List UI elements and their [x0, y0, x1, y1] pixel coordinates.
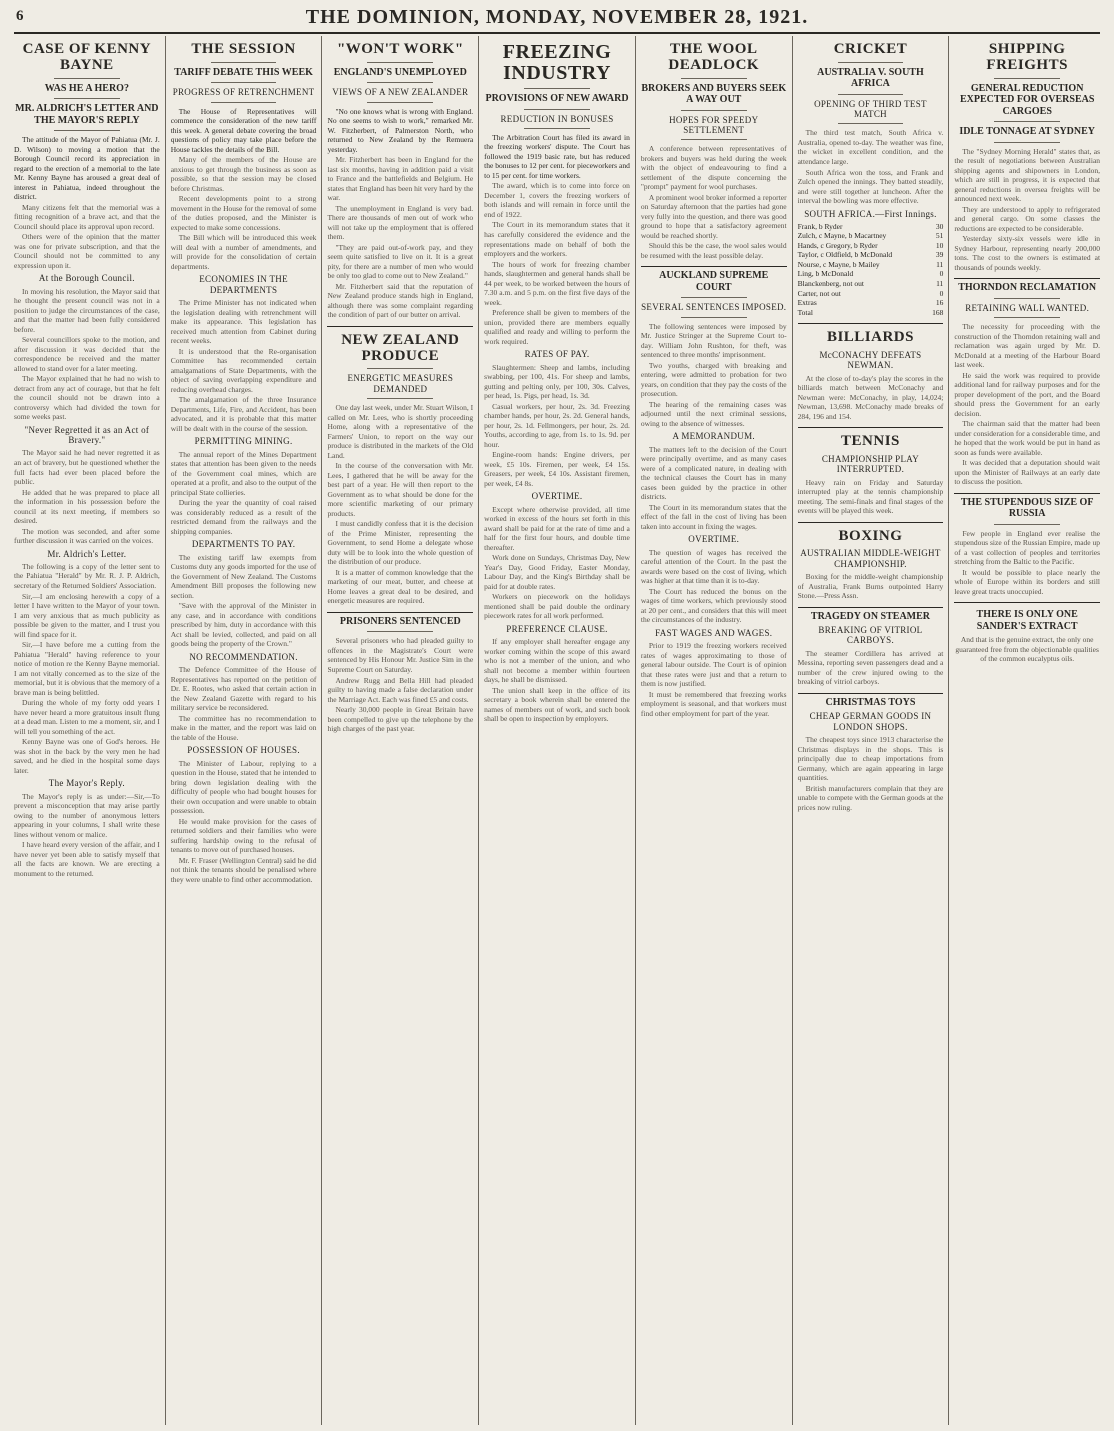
deck-brokers-buyers: BROKERS AND BUYERS SEEK A WAY OUT: [641, 82, 787, 105]
article-body: Few people in England ever realise the stupendous size of the Russian Empire, made up of a vast collection of peoples and territories stretching from the Baltic to the Pacific. It would be possible to place nearly the whole of Europe within its borders and still leave great tracts unoccupied.: [954, 528, 1101, 596]
column-4: [478, 36, 635, 1425]
deck-vitriol: BREAKING OF VITRIOL CARBOYS.: [818, 625, 923, 646]
section-rule: [327, 326, 473, 327]
article-body: The Prime Minister has not indicated when the legislation dealing with retrenchment will make its appearance. This legislation has received much attention from Cabinet during recent weeks. It is understood that the Re-organisation Committee has recommended certain amalgamations of State Departments, with the object of saving overlapping expenditure and reducing overhead charges. The amalgamation of the three Insurance Departments, Life, Fire, and Accident, has been advocated, and it is probable that this matter will be dealt with in the course of the session.: [170, 298, 317, 433]
newspaper-title: THE DOMINION, MONDAY, NOVEMBER 28, 1921.: [305, 6, 809, 28]
article-lead: "No one knows what is wrong with England. No one seems to wish to work," remarked Mr. W. Fitzherbert, of Palmerston North, who returned to New Zealand by the Remuera yesterday.: [327, 106, 474, 154]
divider: [211, 62, 277, 63]
headline-wont-work: "WON'T WORK": [336, 41, 464, 57]
article-body: The question of wages has received the careful attention of the Court. In the past the awards were based on the cost of living, which was higher at that time than it is to-day. The Court has reduced the bonus on the wages of time workers, which previously stood at 20 per cent., and considers that this will meet the circumstances of the industry.: [640, 547, 787, 625]
section-rule: [954, 493, 1100, 494]
headline-shipping-freights: SHIPPING FREIGHTS: [986, 41, 1068, 73]
divider: [681, 317, 747, 318]
divider: [838, 62, 904, 63]
headline-billiards: BILLIARDS: [826, 329, 914, 346]
article-body: The Defence Committee of the House of Representatives has reported on the petition of Dr. E. Rootes, who asked that certain action in the New Zealand Gazette with regard to his military service be reconsidered. The committee has no recommendation to make in the matter, and the report was laid on the table of the House.: [170, 665, 317, 742]
subhead-departments-pay: DEPARTMENTS TO PAY.: [191, 539, 296, 550]
innings-table-title: SOUTH AFRICA.—First Innings.: [804, 208, 937, 219]
divider: [524, 128, 590, 129]
divider: [54, 130, 120, 131]
deck-retrenchment: PROGRESS OF RETRENCHMENT: [172, 87, 315, 98]
ad-headline: THERE IS ONLY ONE SANDER'S EXTRACT: [976, 609, 1078, 632]
subhead-aldrich-letter: Mr. Aldrich's Letter.: [47, 548, 127, 559]
headline-thorndon: THORNDON RECLAMATION: [958, 282, 1097, 294]
column-3: [321, 36, 478, 1425]
subhead-borough-council: At the Borough Council.: [38, 273, 135, 284]
article-body: The Mayor said he had never regretted it as an act of bravery, but he questioned whether the full facts had ever been placed before the public. He added that he was prepared to place all the information in his possession before the council at its next meeting, if members so desired. The motion was seconded, and after some further discussion it was carried on the voices.: [14, 448, 160, 546]
deck-speedy-settlement: HOPES FOR SPEEDY SETTLEMENT: [669, 114, 759, 135]
subhead-rates-pay: RATES OF PAY.: [524, 349, 590, 360]
deck-idle-tonnage: IDLE TONNAGE AT SYDNEY: [959, 126, 1096, 137]
section-rule: [954, 602, 1100, 603]
divider: [367, 82, 433, 83]
ad-body: And that is the genuine extract, the only one guaranteed free from the objectionable qualities of the common eucalyptus oils.: [955, 635, 1099, 664]
divider: [524, 109, 590, 110]
subhead-never-regretted: "Never Regretted it as an Act of Bravery.": [24, 424, 150, 446]
subhead-preference: PREFERENCE CLAUSE.: [506, 623, 608, 634]
article-body: Slaughtermen: Sheep and lambs, including swabbing, per 100, 41s. For sheep and lambs, gutting and pelting only, per 100, 30s. Calves, per head, 1s. Pigs, per head, 1s. 3d. Casual workers, per hour, 2s. 3d. Freezing chamber hands, per hour, 2s. 2d. General hands, per hour, 2s. 1d. Fellmongers, per hour, 2s. 2d. Youths, according to age, from 1s. to 1s. 9d. per hour. Engine-room hands: Engine drivers, per week, £5 10s. Firemen, per week, £4 15s. Greasers, per week, £4 10s. Assistant firemen, per week, £4 8s.: [484, 362, 630, 488]
deck-championship: CHAMPIONSHIP PLAY INTERRUPTED.: [821, 453, 920, 475]
section-rule: [798, 607, 944, 608]
article-body: The Mayor's reply is as under:—Sir,—To prevent a misconception that may arise partly owing to the number of anonymous letters appearing in your columns, I shall write these lines without venom or malice. I have heard every version of the affair, and I have never yet been able to satisfy myself that all the facts are known. We are erecting a monument to the returned.: [14, 791, 160, 878]
deck-letter: MR. ALDRICH'S LETTER AND THE MAYOR'S REPLY: [15, 103, 159, 126]
column-2: [165, 36, 322, 1425]
article-body: If any employer shall hereafter engage any worker coming within the scope of this award who is not a member of the union, and who shall not become a member within fourteen days, he shall be dismissed. The union shall keep in the office of its secretary a book wherein shall be entered the names of members out of work, and such book shall be open to inspection by employers.: [484, 637, 630, 724]
article-body: The following sentences were imposed by Mr. Justice Stringer at the Supreme Court to-day. William John Rushton, for theft, was sentenced to three months' imprisonment. Two youths, charged with breaking and entering, were admitted to probation for two years, on condition that they pay the costs of the prosecution. The hearing of the remaining cases was adjourned until the next criminal sessions, owing to the absence of witnesses.: [640, 321, 787, 428]
divider: [994, 298, 1060, 299]
divider: [994, 78, 1060, 79]
advertisement: [954, 609, 1100, 664]
section-rule: [798, 427, 944, 428]
deck-hero: WAS HE A HERO?: [44, 82, 129, 94]
page-number: 6: [16, 8, 24, 24]
headline-prisoners: PRISONERS SENTENCED: [339, 615, 461, 627]
headline-session: THE SESSION: [191, 41, 296, 57]
deck-middle-weight: AUSTRALIAN MIDDLE-WEIGHT CHAMPIONSHIP.: [800, 548, 941, 569]
headline-nz-produce: NEW ZEALAND PRODUCE: [341, 331, 460, 364]
deck-german-goods: CHEAP GERMAN GOODS IN LONDON SHOPS.: [809, 711, 932, 732]
headline-kenny-bayne: CASE OF KENNY BAYNE: [22, 41, 152, 73]
subhead-economies: ECONOMIES IN THE DEPARTMENTS: [199, 274, 288, 295]
article-body: Many of the members of the House are anxious to get through the business as soon as possible, so that the session may be closed before Christmas. Recent developments point to a strong movement in the House for the removal of some of the duties proposed, and the Minister is expected to make some concessions. The Bill which will be introduced this week will deal with a number of amendments, and will provide for the consolidation of certain departments.: [170, 155, 317, 271]
headline-freezing-industry: FREEZING INDUSTRY: [502, 41, 612, 84]
divider: [838, 123, 904, 124]
article-body: The annual report of the Mines Department states that attention has been given to the needs of the Government coal mines, which are operated at a profit, and also to the output of the principal State collieries. During the year the quantity of coal raised was considerably reduced as a result of the restricted demand from the railways and the shipping companies.: [170, 449, 317, 536]
deck-new-award: PROVISIONS OF NEW AWARD: [485, 93, 629, 104]
divider: [211, 82, 277, 83]
divider: [367, 62, 433, 63]
deck-new-zealander: VIEWS OF A NEW ZEALANDER: [332, 87, 469, 98]
section-rule: [954, 278, 1100, 279]
article-body: The following is a copy of the letter sent to the Pahiatua "Herald" by Mr. R. J. P. Aldrich, secretary of the Returned Soldiers' Association. Sir,—I am enclosing herewith a copy of a letter I have written to the Mayor of your town. I am very anxious that as much publicity as possible be given to the matter, and I trust you will find space for it. Sir,—I have before me a cutting from the Pahiatua "Herald" having reference to your notice of motion re the Kenny Bayne memorial. I am not vitally concerned as to the size of the memorial, but it is obvious that the memory of a brave man is being belittled. During the whole of my forty odd years I have never heard a more gratuitous insult flung at a dead man. Listen to me a moment, sir, and I will tell you something of the act. Kenny Bayne was one of God's heroes. He was shot in the back by the very men he had saved, and he died in the hospital some days later.: [14, 561, 160, 775]
article-body: Boxing for the middle-weight championship of Australia, Frank Burns outpointed Harry Stone.—Press Assn.: [797, 572, 944, 601]
deck-tariff: TARIFF DEBATE THIS WEEK: [174, 66, 313, 78]
deck-unemployed: ENGLAND'S UNEMPLOYED: [333, 66, 467, 78]
subhead-mayor-reply: The Mayor's Reply.: [48, 778, 125, 789]
divider: [994, 317, 1060, 318]
deck-bonuses: REDUCTION IN BONUSES: [500, 113, 614, 124]
article-body: Mr. Fitzherbert has been in England for the last six months, having in addition paid a visit to France and the battlefields and Belgium. He states that England has been hit very hard by the war. The unemployment in England is very bad. There are thousands of men out of work who will not take up the employment that is offered them. "They are paid out-of-work pay, and they seem quite satisfied to live on it. It is a great pity, for there are a number of men who would be only too glad to come out to New Zealand." Mr. Fitzherbert said that the reputation of New Zealand produce stands high in England, although there was some complaint regarding the condition of part of our butter on arrival.: [327, 155, 474, 320]
divider: [838, 94, 904, 95]
article-body: Heavy rain on Friday and Saturday interrupted play at the tennis championship meeting. The semi-finals and final stages of the events will be played this week.: [797, 477, 944, 516]
headline-wool-deadlock: THE WOOL DEADLOCK: [668, 41, 760, 73]
section-rule: [798, 522, 944, 523]
headline-tragedy-steamer: TRAGEDY ON STEAMER: [810, 610, 930, 622]
article-body: Several prisoners who had pleaded guilty to offences in the Magistrate's Court were sentenced by His Honour Mr. Justice Sim in the Supreme Court on Saturday. Andrew Rugg and Bella Hill had pleaded guilty to having made a false declaration under the Marriage Act. Each was fined £5 and costs. Nearly 30,000 people in Great Britain have been compelled to give up the telephone by the high charges of the past year.: [327, 636, 474, 734]
subhead-memorandum: A MEMORANDUM.: [672, 431, 755, 442]
subhead-overtime-2: OVERTIME.: [688, 534, 740, 545]
column-7: [948, 36, 1100, 1425]
divider: [367, 102, 433, 103]
deck-sentences: SEVERAL SENTENCES IMPOSED.: [641, 302, 787, 313]
divider: [54, 78, 120, 79]
headline-christmas-toys: CHRISTMAS TOYS: [825, 696, 916, 708]
deck-energetic-measures: ENERGETIC MEASURES DEMANDED: [347, 373, 454, 394]
divider: [681, 78, 747, 79]
column-6: [792, 36, 949, 1425]
headline-cricket: CRICKET: [833, 41, 908, 57]
divider: [367, 368, 433, 369]
subhead-fast-wages: FAST WAGES AND WAGES.: [655, 627, 773, 638]
headline-tennis: TENNIS: [841, 433, 900, 450]
article-body: The award, which is to come into force on December 1, covers the freezing workers of both islands and will remain in force until the end of 1922. The Court in its memorandum states that it has carefully considered the evidence and the representations made on behalf of both the employers and the workers. The hours of work for freezing chamber hands, slaughtermen and general hands shall be 44 per week, to be worked between the hours of 7.30 a.m. and 5 p.m. on the first five days of the week. Preference shall be given to members of the union, provided there are members equally qualified and ready and willing to perform the work required.: [484, 181, 630, 346]
divider: [54, 98, 120, 99]
article-body: Except where otherwise provided, all time worked in excess of the hours set forth in this award shall be paid for at the rate of time and a half for the first four hours, and double time thereafter. Work done on Sundays, Christmas Day, New Year's Day, Good Friday, Easter Monday, Labour Day, and the King's Birthday shall be paid for at double rates. Workers on piecework on the holidays mentioned shall be paid double the ordinary piecework rates for all work performed.: [484, 504, 630, 621]
article-body: The steamer Cordillera has arrived at Messina, reporting seven passengers dead and a number of the crew injured owing to the breaking of vitriol carboys.: [797, 648, 944, 687]
columns: [14, 36, 1100, 1425]
column-1: [14, 36, 165, 1425]
subhead-mining: PERMITTING MINING.: [194, 436, 293, 447]
headline-russia: THE STUPENDOUS SIZE OF RUSSIA: [960, 496, 1094, 520]
article-body: The "Sydney Morning Herald" states that, as the result of negotiations between Australian shipping agents and shipowners in London, which are still in progress, it is expected that general reductions in oversea freights will be announced next week. They are understood to apply to refrigerated and general cargo. On some classes the reductions are expected to be considerable. Yesterday sixty-six vessels were idle in Sydney Harbour, representing nearly 200,000 tons. The cost to the owners is estimated at thousands of pounds weekly.: [954, 146, 1101, 272]
divider: [994, 121, 1060, 122]
article-body: At the close of to-day's play the scores in the billiards match between McConachy and Newman were: McConachy, in play, 14,024; Newman, 13,698. McConachy made breaks of 284, 196 and 154.: [797, 373, 944, 421]
divider: [211, 102, 277, 103]
divider: [994, 524, 1060, 525]
innings-table: Frank, b Ryder 30 Zulch, c Mayne, b Macartney 51 Hands, c Gregory, b Ryder 10 Taylor, c Oldfield, b McDonald 39 Nourse, c Mayne, b Mailey 11 Ling, b McDonald 0 Blanckenberg, not out 11 Carter, not out 0 Extras 16 Total 168: [797, 221, 944, 317]
section-rule: [641, 266, 787, 267]
headline-supreme-court: AUCKLAND SUPREME COURT: [659, 270, 769, 293]
subhead-overtime: OVERTIME.: [531, 491, 583, 502]
article-body: One day last week, under Mr. Stuart Wilson, I called on Mr. Lees, who is shortly proceeding Home, along with a representative of the Farmers' Union, to report on the way our produce is distributed in the markets of the Old Land. In the course of the conversation with Mr. Lees, I gathered that he will be away for the best part of a year. He will then report to the Government as to what should be done for the more scientific marketing of our primary products. I must candidly confess that it is the decision of the Prime Minister, representing the Government, to send Home a delegate whose duty will be to look into the whole question of the distribution of our produce. It is a matter of common knowledge that the marketing of our meat, butter, and cheese at Home leaves a great deal to be desired, and energetic measures are required.: [327, 403, 474, 606]
divider: [681, 110, 747, 111]
article-body: The cheapest toys since 1913 characterise the Christmas displays in the shops. This is principally due to cheap importations from Germany, which are again appearing in large quantities. British manufacturers complain that they are unable to compete with the German goods at the prices now ruling.: [797, 735, 944, 812]
article-lead: The attitude of the Mayor of Pahiatua (Mr. J. D. Wilson) to moving a motion that the Borough Council record its appreciation in regard to the erection of a memorial to the late Mr. Kenny Bayne has aroused a great deal of interest in Pahiatua, indeed throughout the district.: [14, 135, 160, 202]
divider: [994, 142, 1060, 143]
article-body: Many citizens felt that the memorial was a fitting recognition of a brave act, and that the Council should place its approval upon record. Others were of the opinion that the matter was one for private subscription, and that the Council should not be committed to any expression upon it.: [14, 202, 160, 270]
article-body: The Minister of Labour, replying to a question in the House, stated that he intended to bring down legislation dealing with the difficulty of people who had bought houses for their own occupation and were unable to obtain possession. He would make provision for the cases of returned soldiers and their families who were suffering hardship owing to the refusal of tenants to move out of purchased houses. Mr. F. Fraser (Wellington Central) said he did not think the tenants should be penalised where they were unable to find other accommodation.: [170, 758, 317, 884]
subhead-possession-houses: POSSESSION OF HOUSES.: [187, 745, 300, 756]
deck-australia-south-africa: AUSTRALIA V. SOUTH AFRICA: [817, 66, 924, 90]
deck-reduction-expected: GENERAL REDUCTION EXPECTED FOR OVERSEAS CARGOES: [959, 82, 1095, 117]
article-lead: The Arbitration Court has filed its award in the freezing workers' dispute. The Court has followed the 1919 basic rate, but has reduced the bonuses to 12 per cent. for pieceworkers and to 15 per cent. for time workers.: [484, 132, 630, 180]
article-lead: The House of Representatives will commence the consideration of the new tariff this week. A general debate covering the broad questions of policy may take place before the House tackles the details of the Bill.: [170, 106, 317, 154]
divider: [681, 139, 747, 140]
deck-mcconachy: McCONACHY DEFEATS NEWMAN.: [819, 349, 922, 371]
article-body: In moving his resolution, the Mayor said that he thought the present council was not in a position to judge the circumstances of the case, and that the matter had been fully considered before. Several councillors spoke to the motion, and after discussion it was decided that the correspondence be received and the matter allowed to stand over for a later meeting. The Mayor explained that he had no wish to detract from any act of courage, but that he felt the council should not be drawn into a controversy which had divided the town for some weeks past.: [14, 286, 160, 422]
article-body: The matters left to the decision of the Court were principally overtime, and as many cases were of a complicated nature, in dealing with the technical clauses the Court has in many cases been guided by the practice in other districts. The Court in its memorandum states that the effect of the fall in the cost of living has been taken into account in fixing the wages.: [640, 444, 787, 531]
section-rule: [798, 323, 944, 324]
divider: [367, 398, 433, 399]
article-body: A conference between representatives of brokers and buyers was held during the week with the object of endeavouring to find a settlement of the dispute concerning the "prompt" payment for wool purchases. A prominent wool broker informed a reporter on Saturday afternoon that the parties had gone very fully into the question, and there was good ground to hope that a satisfactory agreement would be reached shortly. Should this be the case, the wool sales would be resumed with the least possible delay.: [640, 144, 787, 260]
divider: [524, 88, 590, 89]
headline-boxing: BOXING: [838, 527, 903, 544]
masthead: [14, 6, 1100, 34]
article-body: The existing tariff law exempts from Customs duty any goods imported for the use of the Government of New Zealand. The Customs Amendment Bill proposes the following new section. "Save with the approval of the Minister in any case, and in accordance with conditions prescribed by him, duty in accordance with this Act shall be levied, collected, and paid on all goods being the property of the Crown.": [170, 552, 317, 649]
section-rule: [327, 612, 473, 613]
divider: [367, 631, 433, 632]
divider: [681, 297, 747, 298]
column-5: [635, 36, 792, 1425]
deck-third-test: OPENING OF THIRD TEST MATCH: [814, 98, 927, 120]
article-body: The third test match, South Africa v. Australia, opened to-day. The weather was fine, the wicket in excellent condition, and the attendance large. South Africa won the toss, and Frank and Zulch opened the innings. They batted steadily, and were still together at luncheon. After the interval the bowling was more effective.: [797, 128, 944, 206]
article-body: The necessity for proceeding with the construction of the Thorndon retaining wall and reclamation was again urged by Mr. D. McDonald at a meeting of the Harbour Board last week. He said the work was required to provide additional land for railway purposes and for the proper development of the port, and the Board should press the Government for an early decision. The chairman said that the matter had been under consideration for a considerable time, and he hoped that the work would be put in hand as soon as funds were available. It was decided that a deputation should wait upon the Minister of Railways at an early date to discuss the position.: [954, 322, 1101, 487]
article-body: Prior to 1919 the freezing workers received rates of wages approximating to those of general labour outside. The Court is of opinion that these rates were just and that a return to them is now justified. It must be remembered that freezing works employment is seasonal, and that workers must find other employment for part of the year.: [640, 641, 787, 718]
subhead-no-recommendation: NO RECOMMENDATION.: [189, 651, 298, 662]
section-rule: [798, 693, 944, 694]
deck-retaining-wall: RETAINING WALL WANTED.: [965, 302, 1090, 313]
